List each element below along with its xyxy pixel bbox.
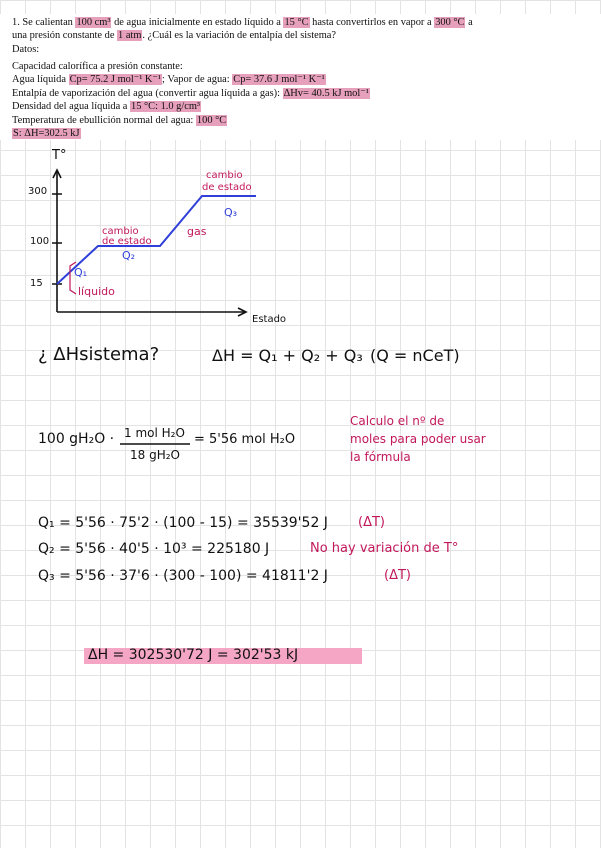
moles-denominator: 18 gH₂O [130, 448, 180, 462]
datos-heading: Datos: [12, 44, 40, 55]
q1-note: (ΔT) [358, 515, 385, 530]
y-axis-label: T° [52, 148, 67, 163]
cambio-estado-top-2: de estado [202, 182, 252, 193]
moles-prefix: 100 gH₂O · [38, 431, 115, 447]
enthalpy-formula: ΔH = Q₁ + Q₂ + Q₃ [212, 346, 363, 365]
boiling-highlight: 100 °C [196, 115, 227, 126]
q3-calculation: Q₃ = 5'56 · 37'6 · (300 - 100) = 41811'2 J [38, 568, 328, 584]
q2-calculation: Q₂ = 5'56 · 40'5 · 10³ = 225180 J [38, 541, 270, 557]
q2-label: Q₂ [122, 249, 136, 262]
cp-liquid-highlight: Cp= 75.2 J mol⁻¹ K⁻¹ [69, 74, 162, 85]
x-axis-label: Estado [252, 314, 287, 325]
heat-formula: (Q = nCeT) [370, 346, 460, 365]
q1-label: Q₁ [74, 266, 88, 279]
tick-label-300: 300 [28, 186, 48, 197]
moles-note-1: Calculo el nº de [350, 414, 445, 428]
problem-line-2: una presión constante de 1 atm. ¿Cuál es la variación de entalpía del sistema? [12, 30, 336, 41]
final-temp-highlight: 300 °C [435, 17, 465, 28]
pressure-highlight: 1 atm [118, 30, 142, 41]
q3-label: Q₃ [224, 206, 238, 219]
density-highlight: 15 °C: 1.0 g/cm³ [131, 101, 201, 112]
tick-label-15: 15 [30, 278, 43, 289]
vaporization-line: Entalpía de vaporización del agua (convertir agua líquida a gas): ΔHv= 40.5 kJ mol⁻¹ [12, 88, 369, 99]
cambio-estado-mid-2: de estado [102, 236, 152, 247]
dhv-highlight: ΔHv= 40.5 kJ mol⁻¹ [283, 88, 369, 99]
cp-gas-highlight: Cp= 37.6 J mol⁻¹ K⁻¹ [233, 74, 325, 85]
q3-note: (ΔT) [384, 568, 411, 583]
cambio-estado-top-1: cambio [206, 170, 243, 181]
moles-numerator: 1 mol H₂O [124, 426, 185, 440]
moles-note-3: la fórmula [350, 450, 411, 464]
moles-note-2: moles para poder usar [350, 432, 486, 446]
heat-capacity-title: Capacidad calorífica a presión constante: [12, 61, 183, 72]
density-line: Densidad del agua líquida a 15 °C: 1.0 g/cm³ [12, 101, 201, 112]
q1-calculation: Q₁ = 5'56 · 75'2 · (100 - 15) = 35539'52 J [38, 515, 328, 531]
tick-label-100: 100 [30, 236, 50, 247]
initial-temp-highlight: 15 °C [284, 17, 309, 28]
heat-capacity-line: Agua líquida Cp= 75.2 J mol⁻¹ K⁻¹; Vapor de agua: Cp= 37.6 J mol⁻¹ K⁻¹ [12, 74, 325, 85]
mass-highlight: 100 cm³ [76, 17, 111, 28]
final-answer: ΔH = 302530'72 J = 302'53 kJ [88, 647, 299, 663]
moles-result: = 5'56 mol H₂O [194, 432, 296, 447]
gas-label: gas [187, 225, 207, 238]
boiling-line: Temperatura de ebullición normal del agua: 100 °C [12, 115, 227, 126]
question-text: ¿ ΔHsistema? [38, 344, 160, 365]
solution-highlight: S: ΔH=302.5 kJ [13, 128, 80, 139]
problem-line-1: 1. Se calientan 100 cm³ de agua inicialmente en estado líquido a 15 °C hasta convertirlos en vapor a 300 °C a [12, 17, 473, 28]
q2-note: No hay variación de T° [310, 541, 459, 556]
liquido-label: líquido [78, 285, 115, 298]
cambio-estado-mid-1: cambio [102, 226, 139, 237]
